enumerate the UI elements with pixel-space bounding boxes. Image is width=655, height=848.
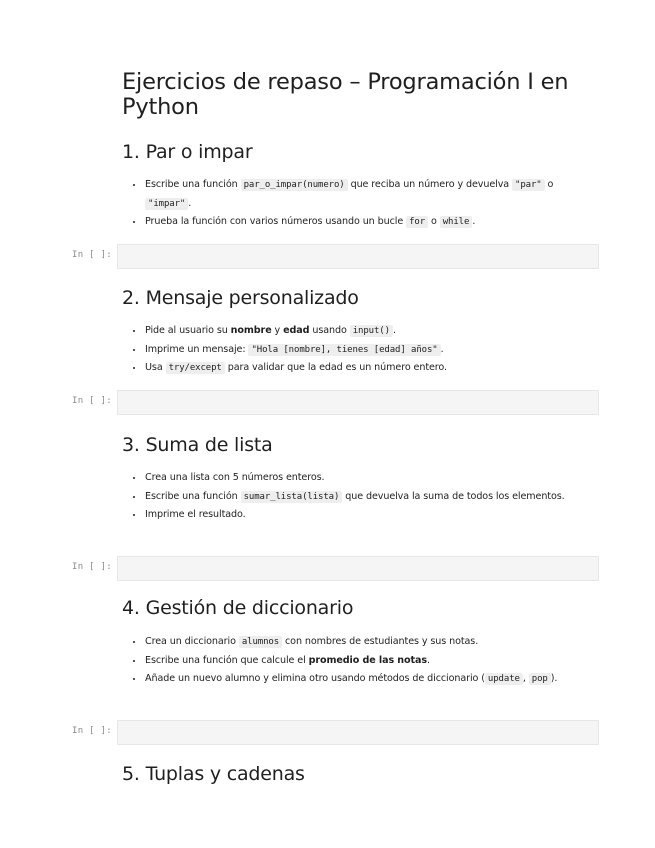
item-text: Escribe una función: [145, 490, 241, 502]
exercise-item: [144, 633, 602, 652]
item-text: Prueba la función con varios números usando un bucle: [145, 216, 407, 227]
item-text: .: [472, 216, 476, 227]
exercise-item: [144, 213, 602, 232]
item-text: o: [544, 179, 554, 190]
exercise-item: [144, 652, 602, 671]
inline-code: pop: [529, 673, 551, 685]
inline-code: "impar": [145, 198, 188, 210]
item-text: Imprime un mensaje:: [145, 343, 249, 355]
exercise-list: [122, 176, 602, 232]
item-text: .: [188, 197, 192, 209]
exercise-item: [144, 322, 602, 341]
inline-code: "Hola [nombre], tienes [edad] años": [248, 344, 440, 356]
code-cell[interactable]: [0, 390, 655, 414]
cell-prompt: In [ ]:: [72, 250, 113, 260]
cell-prompt: In [ ]:: [72, 726, 113, 736]
section-3-heading-cell: [122, 434, 602, 456]
bold-text: promedio de las notas: [308, 654, 427, 666]
item-text: Usa: [145, 362, 166, 373]
code-cell[interactable]: [0, 720, 655, 744]
bold-text: nombre: [230, 325, 272, 336]
exercise-list: [122, 469, 602, 525]
item-text: Crea un diccionario: [145, 636, 239, 647]
section-heading: 1. Par o impar: [122, 141, 253, 163]
item-text: .: [427, 654, 430, 666]
inline-code: update: [485, 673, 523, 685]
item-text: ).: [550, 673, 558, 684]
section-2-heading-cell: [122, 287, 602, 309]
item-text: Añade un nuevo alumno y elimina otro usando métodos de diccionario (: [145, 673, 485, 684]
exercise-item: [144, 670, 602, 689]
section-3-list-cell: [122, 469, 602, 525]
item-text: .: [392, 325, 396, 336]
section-5-heading-cell: [122, 763, 602, 785]
section-heading: 2. Mensaje personalizado: [122, 287, 359, 309]
page-title: Ejercicios de repaso – Programación I en Python: [122, 69, 569, 120]
cell-prompt: In [ ]:: [72, 396, 113, 406]
exercise-list: [122, 633, 602, 689]
code-input[interactable]: [117, 720, 599, 745]
item-text: Imprime el resultado.: [145, 509, 246, 520]
item-text: y: [271, 325, 284, 336]
item-text: Escribe una función que calcule el: [145, 654, 309, 666]
inline-code: for: [406, 216, 428, 228]
section-4-list-cell: [122, 633, 602, 689]
code-input[interactable]: [117, 390, 599, 415]
code-input[interactable]: [117, 244, 599, 269]
item-text: que devuelva la suma de todos los elementos.: [342, 490, 565, 502]
section-heading: 5. Tuplas y cadenas: [122, 763, 305, 785]
exercise-list: [122, 322, 602, 378]
item-text: o: [428, 216, 440, 227]
code-cell[interactable]: [0, 244, 655, 268]
title-cell: [122, 70, 602, 120]
item-text: para validar que la edad es un número entero.: [224, 362, 447, 373]
inline-code: try/except: [166, 362, 225, 374]
exercise-item: [144, 176, 602, 213]
exercise-item: [144, 506, 602, 525]
inline-code: "par": [512, 179, 545, 191]
exercise-item: [144, 341, 602, 360]
item-text: Escribe una función: [145, 179, 241, 190]
cell-prompt: In [ ]:: [72, 562, 113, 572]
item-text: que reciba un número y devuelva: [347, 179, 513, 190]
exercise-item: [144, 488, 602, 507]
code-cell[interactable]: [0, 556, 655, 580]
inline-code: while: [440, 216, 473, 228]
inline-code: alumnos: [239, 636, 282, 648]
inline-code: par_o_impar(numero): [241, 179, 348, 191]
exercise-item: [144, 469, 602, 488]
item-text: .: [440, 343, 444, 355]
section-heading: 3. Suma de lista: [122, 434, 273, 456]
bold-text: edad: [283, 325, 310, 336]
exercise-item: [144, 359, 602, 378]
code-input[interactable]: [117, 556, 599, 581]
inline-code: input(): [350, 325, 393, 337]
item-text: Crea una lista con 5 números enteros.: [145, 472, 325, 483]
section-1-heading-cell: [122, 141, 602, 163]
item-text: Pide al usuario su: [145, 325, 231, 336]
section-4-heading-cell: [122, 597, 602, 619]
section-1-list-cell: [122, 176, 602, 232]
item-text: con nombres de estudiantes y sus notas.: [282, 636, 479, 647]
item-text: usando: [309, 325, 350, 336]
inline-code: sumar_lista(lista): [241, 491, 343, 503]
section-heading: 4. Gestión de diccionario: [122, 597, 354, 619]
item-text: ,: [522, 673, 529, 684]
section-2-list-cell: [122, 322, 602, 378]
